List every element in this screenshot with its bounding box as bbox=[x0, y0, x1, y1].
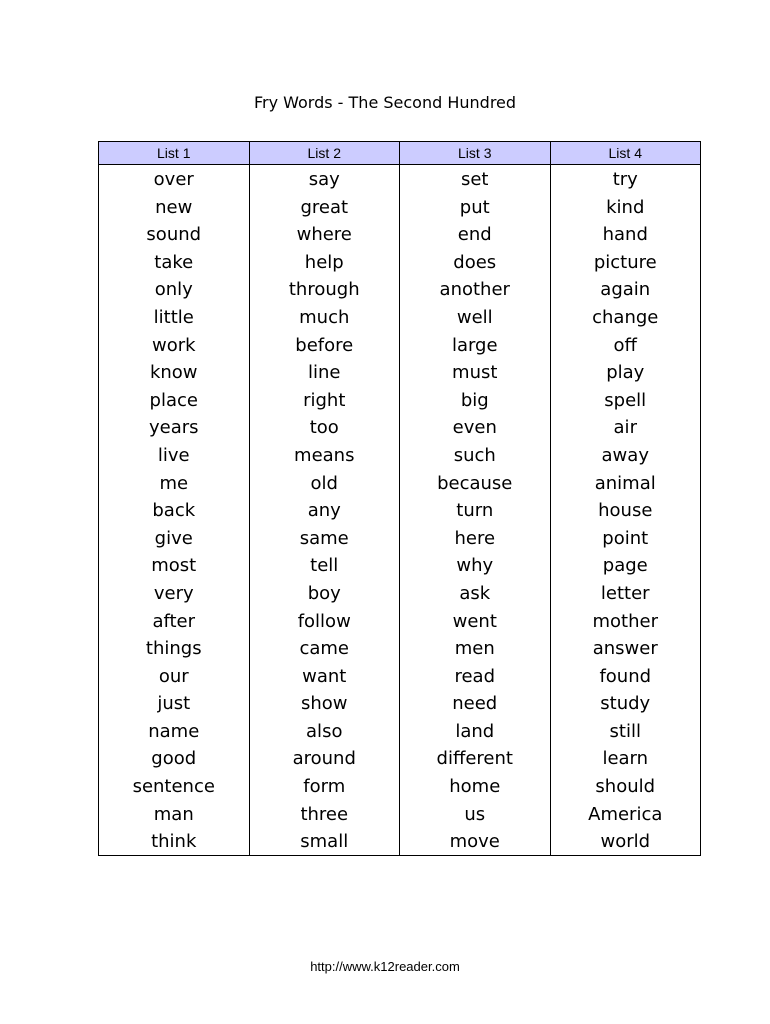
word-cell: set bbox=[460, 169, 489, 190]
word-cell: say bbox=[308, 169, 340, 190]
word-cell: America bbox=[588, 803, 663, 825]
word-cell: here bbox=[454, 527, 496, 549]
word-cell: great bbox=[300, 196, 349, 218]
word-cell: only bbox=[154, 279, 193, 301]
word-cell: our bbox=[158, 665, 189, 687]
word-cell: another bbox=[439, 279, 510, 301]
word-cell: man bbox=[153, 803, 194, 825]
word-cell: again bbox=[600, 279, 651, 301]
word-cell: put bbox=[459, 196, 490, 218]
word-column-list-2 bbox=[250, 165, 401, 855]
word-column-list-1 bbox=[99, 165, 250, 855]
word-cell: ask bbox=[459, 582, 491, 604]
word-cell: why bbox=[456, 555, 494, 577]
word-cell: very bbox=[153, 582, 194, 604]
column-header-list-1: List 1 bbox=[99, 142, 250, 164]
word-cell: read bbox=[454, 665, 496, 687]
word-cell: animal bbox=[594, 472, 656, 494]
word-cell: over bbox=[153, 169, 194, 190]
column-header-list-4: List 4 bbox=[608, 145, 642, 161]
word-cell: old bbox=[310, 472, 338, 494]
word-cell: before bbox=[295, 334, 354, 356]
word-cell: just bbox=[157, 693, 191, 715]
word-cell: any bbox=[307, 500, 341, 522]
word-cell: live bbox=[157, 444, 190, 466]
word-cell: point bbox=[602, 527, 649, 549]
word-cell: move bbox=[449, 831, 500, 853]
word-cell: name bbox=[148, 720, 200, 742]
word-cell: years bbox=[148, 417, 199, 439]
word-cell: help bbox=[304, 251, 344, 273]
word-cell: means bbox=[294, 444, 355, 466]
word-cell: form bbox=[303, 776, 346, 798]
word-cell: mother bbox=[592, 610, 658, 632]
word-cell: land bbox=[455, 720, 495, 742]
word-cell: new bbox=[155, 196, 193, 218]
word-cell: much bbox=[299, 306, 350, 328]
footer-url: http://www.k12reader.com bbox=[310, 959, 460, 974]
word-cell: work bbox=[151, 334, 196, 356]
word-cell: me bbox=[159, 472, 189, 494]
word-cell: little bbox=[153, 306, 194, 328]
word-cell: where bbox=[296, 224, 352, 246]
word-cell: learn bbox=[602, 748, 649, 770]
word-cell: end bbox=[457, 224, 492, 246]
word-cell: sound bbox=[146, 224, 202, 246]
word-cell: through bbox=[288, 279, 360, 301]
word-cell: page bbox=[602, 555, 648, 577]
word-cell: boy bbox=[307, 582, 341, 604]
word-cell: even bbox=[452, 417, 497, 439]
word-cell: does bbox=[453, 251, 497, 273]
word-cell: us bbox=[464, 803, 486, 825]
word-cell: large bbox=[451, 334, 498, 356]
word-cell: after bbox=[152, 610, 196, 632]
word-cell: house bbox=[598, 500, 653, 522]
word-cell: answer bbox=[592, 638, 658, 660]
word-cell: tell bbox=[310, 555, 339, 577]
column-header-list-3: List 3 bbox=[400, 142, 551, 164]
word-cell: came bbox=[299, 638, 350, 660]
word-cell: take bbox=[154, 251, 194, 273]
word-cell: kind bbox=[606, 196, 645, 218]
word-cell: small bbox=[300, 831, 349, 853]
word-cell: spell bbox=[604, 389, 647, 411]
word-cell: hand bbox=[602, 224, 648, 246]
word-cell: think bbox=[151, 831, 197, 853]
word-cell: back bbox=[152, 500, 196, 522]
word-cell: found bbox=[599, 665, 652, 687]
word-cell: line bbox=[308, 362, 341, 384]
word-cell: show bbox=[300, 693, 348, 715]
word-cell: give bbox=[154, 527, 193, 549]
word-cell: change bbox=[592, 306, 659, 328]
word-cell: turn bbox=[456, 500, 494, 522]
word-cell: want bbox=[302, 665, 347, 687]
word-cell: good bbox=[151, 748, 197, 770]
page-title: Fry Words - The Second Hundred bbox=[253, 93, 517, 112]
word-cell: big bbox=[460, 389, 489, 411]
word-cell: should bbox=[595, 776, 656, 798]
word-cell: still bbox=[609, 720, 641, 742]
word-cell: around bbox=[292, 748, 356, 770]
word-cell: right bbox=[303, 389, 346, 411]
word-cell: things bbox=[145, 638, 202, 660]
word-cell: try bbox=[612, 169, 638, 190]
word-cell: also bbox=[306, 720, 343, 742]
word-cell: most bbox=[151, 555, 197, 577]
table-body-row bbox=[99, 165, 700, 855]
table-header-row bbox=[99, 142, 700, 165]
word-cell: sentence bbox=[132, 776, 215, 798]
word-cell: too bbox=[309, 417, 339, 439]
word-cell: place bbox=[149, 389, 198, 411]
word-cell: same bbox=[299, 527, 349, 549]
word-cell: must bbox=[452, 362, 498, 384]
fry-words-table bbox=[98, 141, 701, 856]
word-cell: because bbox=[437, 472, 513, 494]
word-cell: off bbox=[613, 334, 637, 356]
column-header-list-2: List 2 bbox=[250, 142, 401, 164]
word-cell: letter bbox=[600, 582, 650, 604]
word-cell: three bbox=[300, 803, 349, 825]
word-cell: well bbox=[456, 306, 493, 328]
word-cell: men bbox=[454, 638, 495, 660]
word-cell: follow bbox=[297, 610, 351, 632]
word-cell: study bbox=[600, 693, 651, 715]
word-cell: such bbox=[453, 444, 496, 466]
word-cell: air bbox=[613, 417, 637, 439]
word-cell: know bbox=[149, 362, 198, 384]
word-cell: need bbox=[452, 693, 498, 715]
word-column-list-4 bbox=[551, 165, 701, 855]
word-cell: different bbox=[436, 748, 513, 770]
word-cell: picture bbox=[593, 251, 657, 273]
word-column-list-3 bbox=[400, 165, 551, 855]
word-cell: world bbox=[600, 831, 651, 853]
word-cell: away bbox=[601, 444, 649, 466]
word-cell: went bbox=[452, 610, 497, 632]
word-cell: home bbox=[449, 776, 501, 798]
word-cell: play bbox=[606, 362, 645, 384]
